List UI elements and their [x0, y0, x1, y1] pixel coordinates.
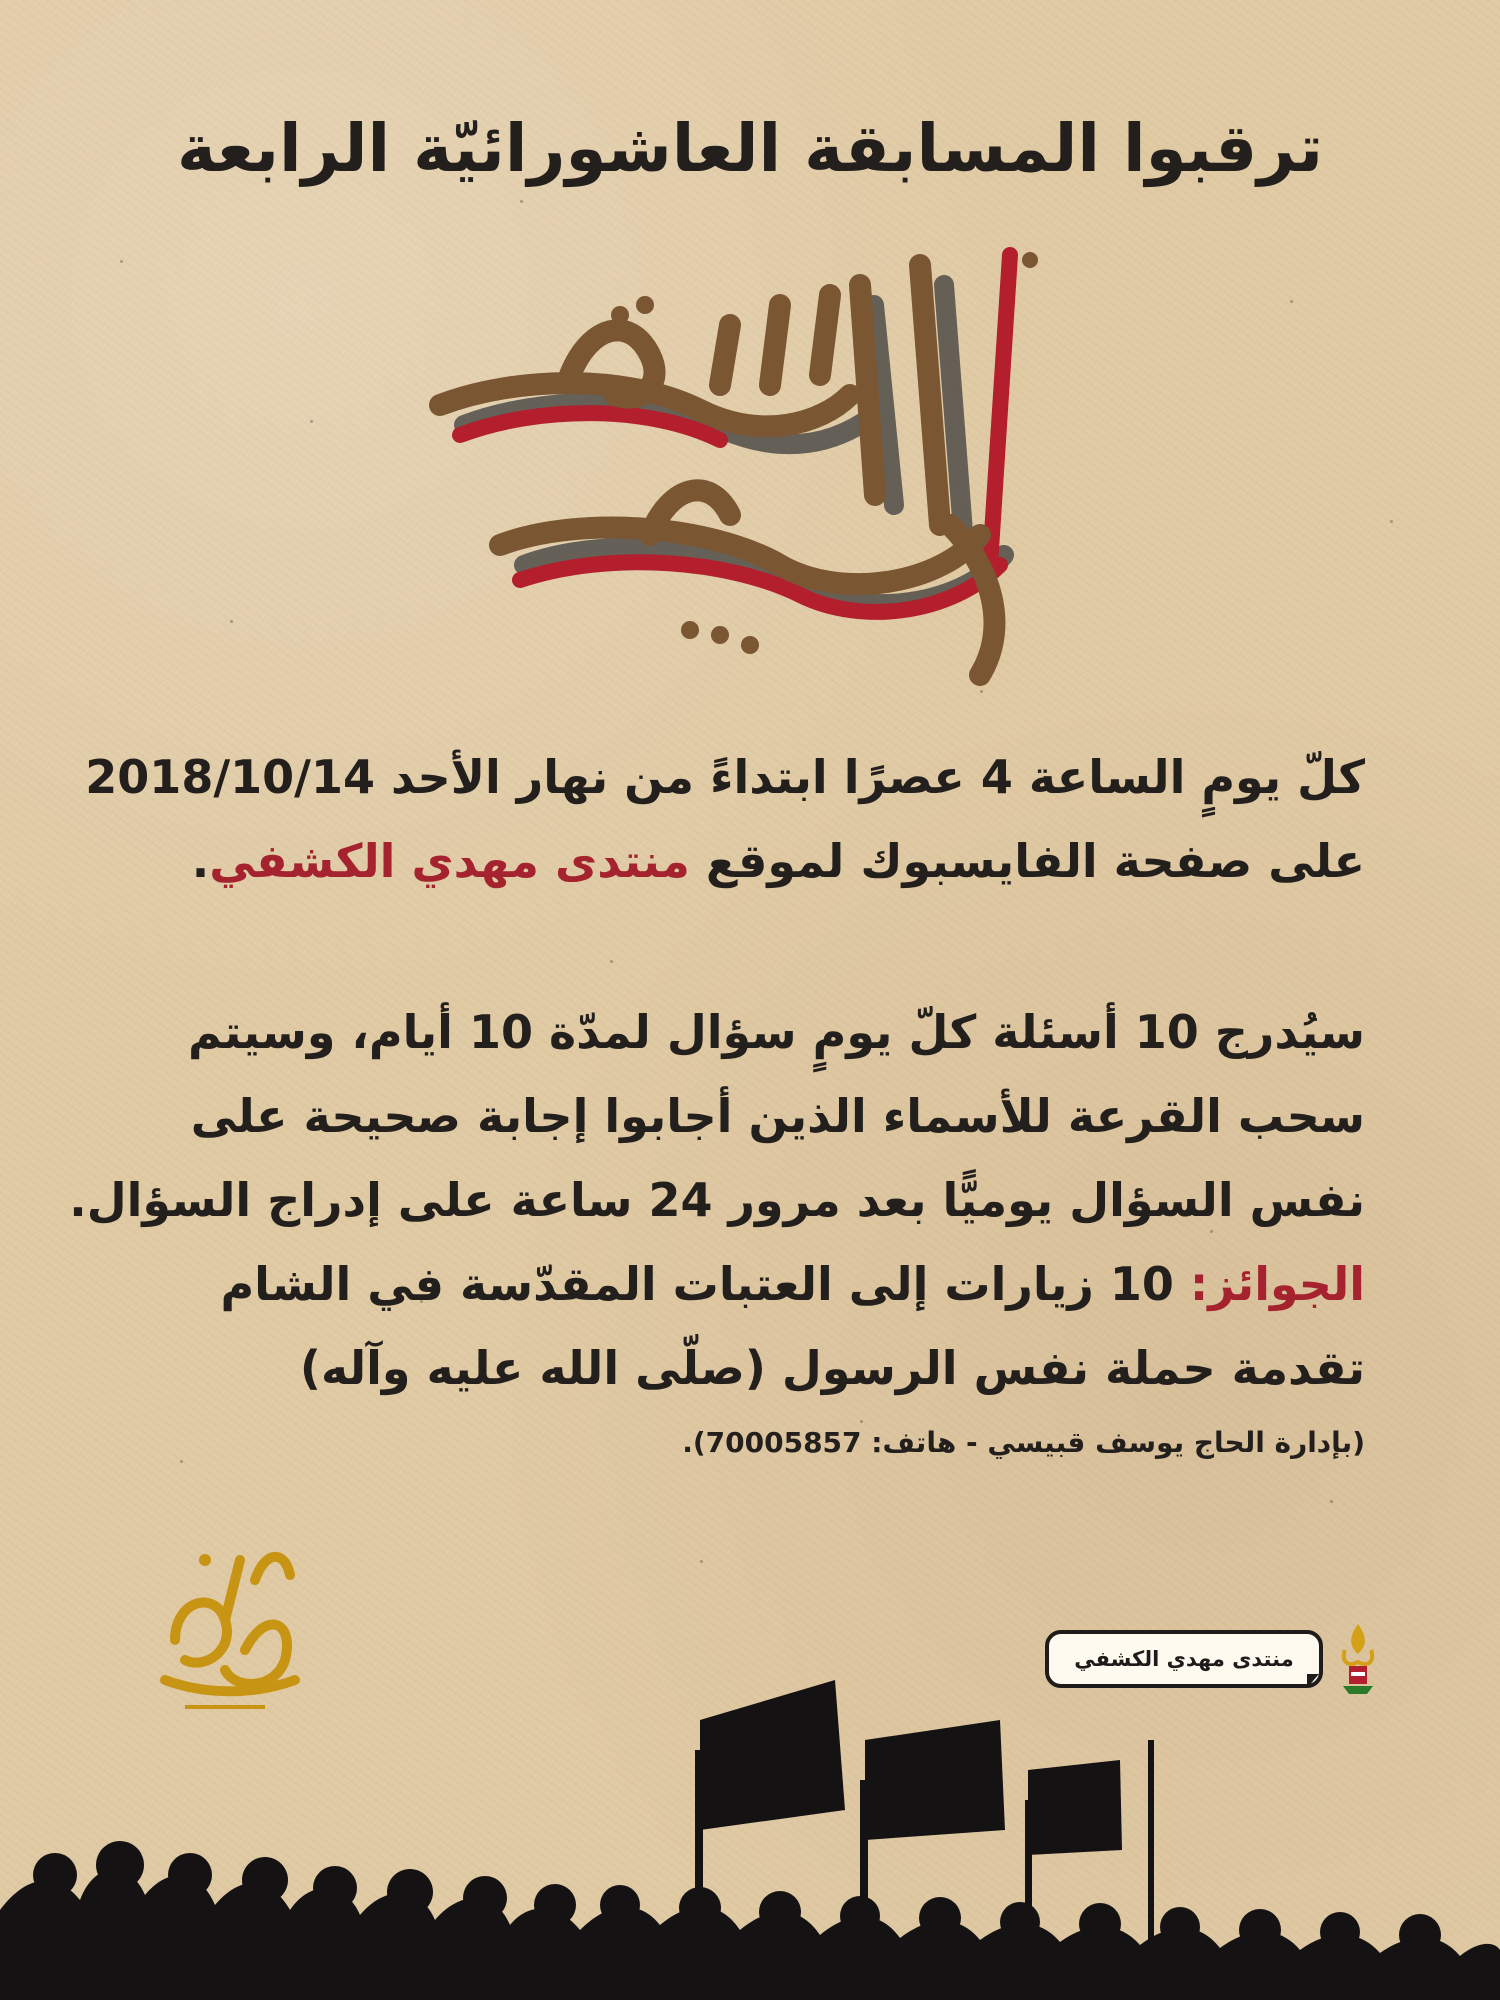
announcement-block	[85, 735, 1365, 903]
prizes-line	[130, 1242, 1365, 1326]
forum-logo-bubble: منتدى مهدي الكشفي	[1045, 1630, 1323, 1688]
contact-line: (بإدارة الحاج يوسف قبيسي - هاتف: 70005857).	[682, 1426, 1365, 1459]
calligraphy-title-art	[390, 235, 1110, 705]
facebook-line-period: .	[191, 834, 210, 888]
details-line-2: سحب القرعة للأسماء الذين أجابوا إجابة صحيحة على	[190, 1089, 1365, 1143]
crowd-silhouette	[0, 1660, 1500, 2000]
facebook-line	[130, 819, 1365, 903]
facebook-line-prefix: على صفحة الفايسبوك لموقع	[705, 834, 1365, 888]
details-block	[69, 990, 1365, 1468]
prizes-text: 10 زيارات إلى العتبات المقدّسة في الشام	[220, 1257, 1174, 1311]
details-line-3: نفس السؤال يوميًّا بعد مرور 24 ساعة على إدراج السؤال.	[69, 1173, 1365, 1227]
schedule-line: كلّ يومٍ الساعة 4 عصرًا ابتداءً من نهار الأحد 2018/10/14	[85, 750, 1365, 804]
prizes-label: الجوائز:	[1189, 1257, 1365, 1311]
forum-name-highlight: منتدى مهدي الكشفي	[209, 834, 690, 888]
page-headline: ترقبوا المسابقة العاشورائيّة الرابعة	[176, 110, 1324, 187]
sponsor-line: تقدمة حملة نفس الرسول (صلّى الله عليه وآله)	[299, 1341, 1365, 1395]
details-line-1: سيُدرج 10 أسئلة كلّ يومٍ سؤال لمدّة 10 أيام، وسيتم	[187, 1005, 1365, 1059]
